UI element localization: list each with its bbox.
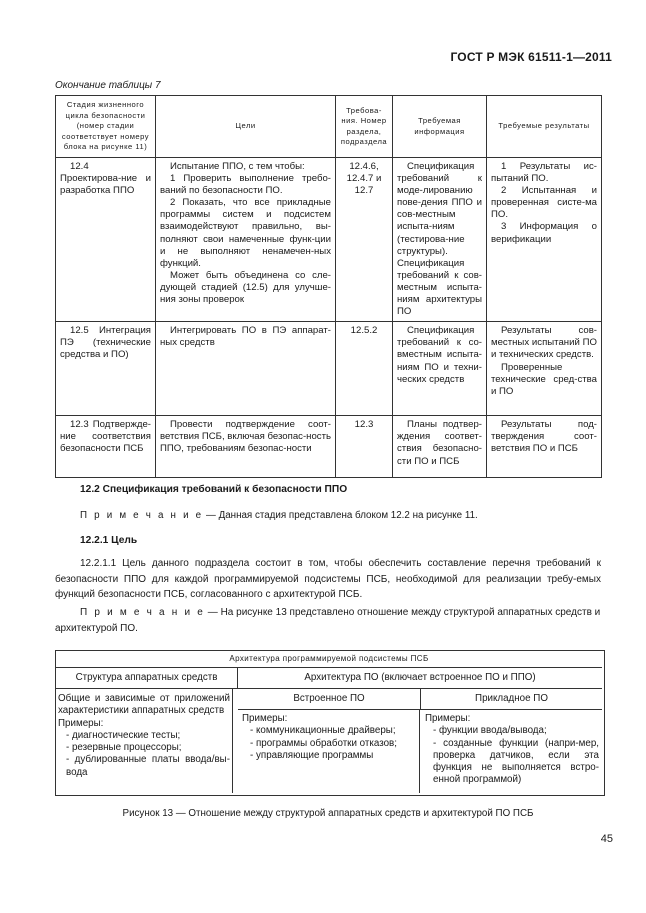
goals-cell (156, 322, 336, 416)
result-text: 3 Информация о верификации (491, 221, 597, 245)
table-row (56, 158, 602, 322)
table-row (56, 322, 602, 416)
application-sw-cell (421, 710, 602, 793)
goals-cell (156, 416, 336, 478)
hardware-intro: Общие и зависимые от приложений характеристики аппаратных средств (58, 693, 230, 717)
info-text: Спецификация требований к моде-лированию пове-дения ППО и сов-местным испыта-ниям (тестирова-ние структуры). Спецификация требований к сов-местным испыта-ниям архитектуры ПО (397, 161, 482, 318)
hardware-examples-list (58, 730, 230, 779)
table-7 (55, 95, 602, 478)
goal-text: Может быть объединена со сле-дующей стадией (12.5) для улучше-ния зоны проверок (160, 269, 331, 306)
results-cell (487, 322, 602, 416)
column-header-stage: Стадия жизненного цикла безопасности (номер стадии соответствует номеру блока на рисунке 11) (56, 96, 156, 158)
column-header-requirements: Требова-ния. Номер раздела, подраздела (336, 96, 393, 158)
table-row (56, 416, 602, 478)
goal-text: 1 Проверить выполнение требо-ваний по безопасности ПО. (160, 173, 331, 197)
results-cell (487, 158, 602, 322)
info-text: Спецификация требований к со-вместным испыта-ниям ПО и техни-ческих средств (397, 325, 482, 385)
application-sw-header: Прикладное ПО (421, 689, 602, 710)
result-text: Результаты сов-местных испытаний ПО и технических средств. (491, 325, 597, 361)
list-item: - диагностические тесты; (66, 729, 181, 741)
list-item: - резервные процессоры; (66, 742, 182, 754)
result-text: 1 Результаты ис-пытаний ПО. (491, 161, 597, 185)
requirements-cell: 12.3 (336, 416, 393, 478)
column-header-goals: Цели (156, 96, 336, 158)
column-header-results: Требуемые результаты (487, 96, 602, 158)
info-text: Планы подтвер-ждения соответ-ствия безопасно-сти ПО и ПСБ (397, 419, 482, 467)
goal-text: 2 Показать, что все прикладные программы систем и подсистем взаимодействуют правильно, вы-полняют свои намеченные функ-ции и не выполняют ненамечен-ных функций. (160, 197, 331, 269)
list-item: - дублированные платы ввода/вы-вода (66, 754, 230, 778)
hardware-cell (56, 689, 233, 793)
result-text: 2 Испытанная и проверенная систе-ма ПО. (491, 185, 597, 221)
stage-cell (56, 416, 156, 478)
info-cell (393, 416, 487, 478)
app-examples-label: Примеры: (425, 713, 471, 724)
note-2 (55, 605, 601, 636)
result-text: Проверенные технические сред-ства и ПО (491, 361, 597, 397)
info-cell (393, 322, 487, 416)
software-header: Архитектура ПО (включает встроенное ПО и ППО) (238, 668, 602, 689)
list-item: - управляющие программы (250, 749, 374, 761)
note-label: П р и м е ч а н и е (80, 607, 206, 618)
hardware-header: Структура аппаратных средств (56, 668, 238, 689)
goals-cell (156, 158, 336, 322)
app-examples-list (425, 725, 599, 786)
goal-text: Интегрировать ПО в ПЭ аппарат-ных средств (160, 325, 331, 349)
document-header: ГОСТ Р МЭК 61511-1—2011 (450, 50, 612, 64)
embedded-examples-list (242, 725, 416, 762)
list-item: - функции ввода/вывода; (433, 725, 547, 737)
paragraph-text: 12.2.1.1 Цель данного подраздела состоит в том, чтобы обеспечить составление перечня требований к безопасности ППО для каждой программируемой подсистемы ПСБ, необходимой для реализации требу-емых функций безопасности ПСБ, согласованного с архитектурой ПСБ. (55, 558, 601, 600)
list-item: - созданные функции (напри-мер, проверка датчиков, если эта функция не выполняется встро-енной программой) (433, 737, 599, 786)
embedded-sw-cell (238, 710, 420, 793)
column-header-info: Требуемая информация (393, 96, 487, 158)
note-1 (80, 510, 478, 521)
info-cell (393, 158, 487, 322)
stage-cell (56, 158, 156, 322)
stage-text: 12.4 Проектирова-ние и разработка ППО (60, 161, 151, 197)
hardware-examples-label: Примеры: (58, 717, 104, 729)
subsection-title: 12.2.1 Цель (80, 535, 138, 546)
figure-title: Архитектура программируемой подсистемы ПСБ (56, 651, 602, 668)
requirements-cell: 12.4.6, 12.4.7 и 12.7 (336, 158, 393, 322)
list-item: - программы обработки отказов; (250, 737, 397, 749)
table-header-row (56, 96, 602, 158)
page-number: 45 (600, 833, 613, 845)
goal-text: Провести подтверждение соот-ветствия ПСБ, включая безопас-ность ППО, требованиям безопас-ности (160, 419, 331, 455)
paragraph (55, 556, 601, 603)
list-item: - коммуникационные драйверы; (250, 725, 396, 737)
embedded-sw-header: Встроенное ПО (238, 689, 421, 710)
note-text: — На рисунке 13 представлено отношение между структурой аппаратных средств и архитектурой ПО. (55, 607, 601, 634)
stage-cell (56, 322, 156, 416)
note-label: П р и м е ч а н и е (80, 510, 204, 521)
stage-text: 12.5 Интеграция ПЭ (технические средства и ПО) (60, 325, 151, 361)
goal-text: Испытание ППО, с тем чтобы: (170, 161, 305, 172)
embedded-examples-label: Примеры: (242, 713, 288, 724)
requirements-cell: 12.5.2 (336, 322, 393, 416)
results-cell (487, 416, 602, 478)
result-text: Результаты под-тверждения соот-ветствия ПО и ПСБ (491, 419, 597, 455)
note-text: — Данная стадия представлена блоком 12.2 на рисунке 11. (203, 510, 478, 521)
figure-caption: Рисунок 13 — Отношение между структурой аппаратных средств и архитектурой ПО ПСБ (122, 808, 534, 819)
section-title: 12.2 Спецификация требований к безопасности ППО (80, 484, 348, 495)
table-caption: Окончание таблицы 7 (55, 80, 161, 91)
stage-text: 12.3 Подтвержде-ние соответствия безопасности ПСБ (60, 419, 151, 455)
